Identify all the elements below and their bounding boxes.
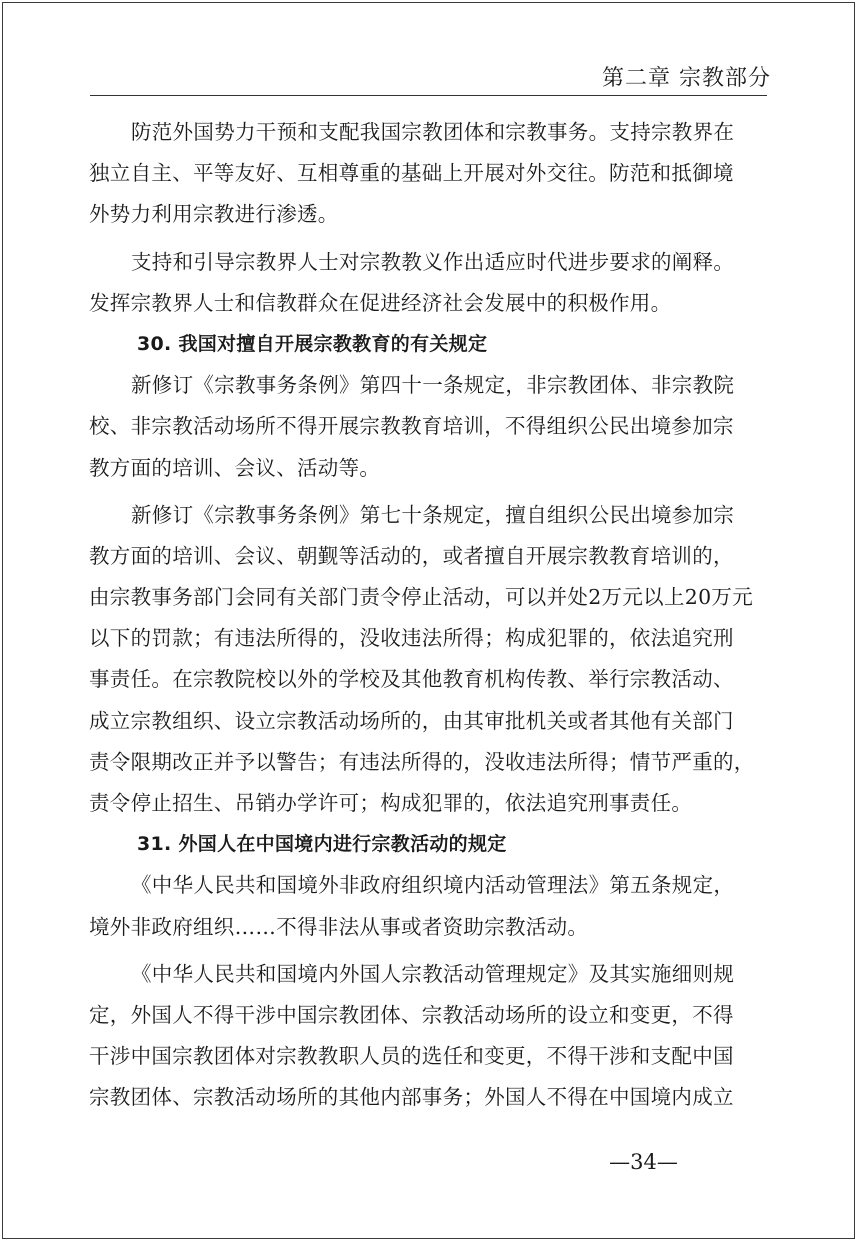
- text-line: 定，外国人不得干涉中国宗教团体、宗教活动场所的设立和变更，不得: [89, 1002, 734, 1027]
- text-line: 新修订《宗教事务条例》第七十条规定，擅自组织公民出境参加宗: [131, 502, 735, 527]
- text-line: 宗教团体、宗教活动场所的其他内部事务；外国人不得在中国境内成立: [89, 1085, 734, 1110]
- text-line: 《中华人民共和国境外非政府组织境内活动管理法》第五条规定，: [131, 873, 735, 898]
- text-line: 境外非政府组织……不得非法从事或者资助宗教活动。: [89, 914, 589, 939]
- section-heading: 30. 我国对擅自开展宗教教育的有关规定: [137, 332, 488, 355]
- text-line: 独立自主、平等友好、互相尊重的基础上开展对外交往。防范和抵御境: [89, 161, 734, 186]
- text-line: 干涉中国宗教团体对宗教教职人员的选任和变更，不得干涉和支配中国: [89, 1044, 734, 1069]
- text-line: 发挥宗教界人士和信教群众在促进经济社会发展中的积极作用。: [89, 290, 672, 315]
- section-heading: 31. 外国人在中国境内进行宗教活动的规定: [137, 833, 507, 856]
- text-line: 外势力利用宗教进行渗透。: [89, 202, 339, 227]
- text-line: 由宗教事务部门会同有关部门责令停止活动，可以并处2万元以上20万元: [89, 585, 754, 610]
- text-line: 防范外国势力干预和支配我国宗教团体和宗教事务。支持宗教界在: [131, 120, 735, 144]
- running-header: [90, 55, 771, 96]
- text-line: 以下的罚款；有违法所得的，没收违法所得；构成犯罪的，依法追究刑: [89, 626, 734, 651]
- text-line: 责令停止招生、吊销办学许可；构成犯罪的，依法追究刑事责任。: [89, 791, 693, 815]
- page-number: —34—: [609, 1150, 678, 1174]
- page-number-footer: [0, 1150, 857, 1174]
- page-body: [89, 112, 769, 1119]
- text-line: 教方面的培训、会议、活动等。: [89, 455, 381, 480]
- text-line: 事责任。在宗教院校以外的学校及其他教育机构传教、举行宗教活动、: [89, 667, 734, 692]
- text-line: 校、非宗教活动场所不得开展宗教教育培训，不得组织公民出境参加宗: [89, 414, 734, 439]
- text-line: 《中华人民共和国境内外国人宗教活动管理规定》及其实施细则规: [131, 961, 735, 986]
- text-line: 支持和引导宗教界人士对宗教教义作出适应时代进步要求的阐释。: [131, 249, 735, 274]
- text-line: 成立宗教组织、设立宗教活动场所的，由其审批机关或者其他有关部门: [89, 708, 734, 733]
- text-line: 新修订《宗教事务条例》第四十一条规定，非宗教团体、非宗教院: [131, 373, 735, 398]
- text-line: 教方面的培训、会议、朝觐等活动的，或者擅自开展宗教教育培训的，: [89, 543, 734, 568]
- chapter-title: 第二章 宗教部分: [602, 66, 771, 91]
- text-line: 责令限期改正并予以警告；有违法所得的，没收违法所得；情节严重的，: [89, 749, 755, 774]
